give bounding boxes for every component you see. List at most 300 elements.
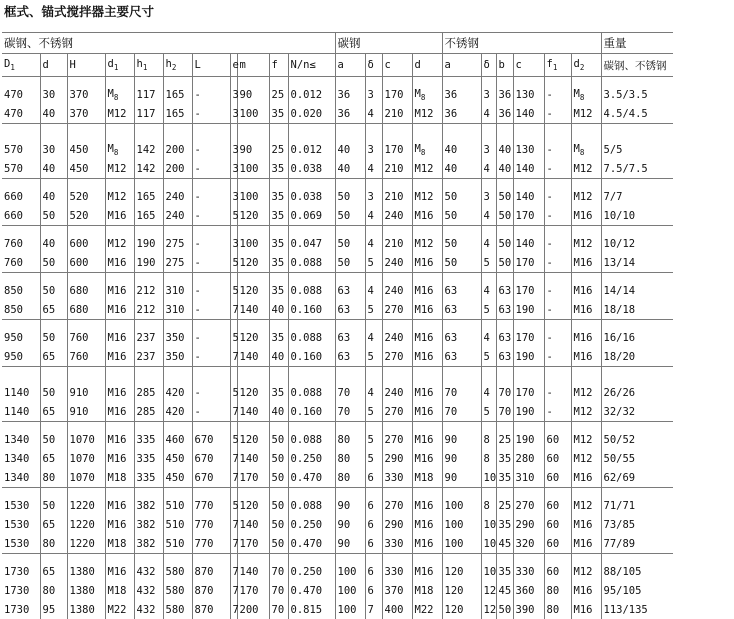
table-cell: M18 bbox=[412, 468, 442, 488]
spacer-cell bbox=[571, 367, 601, 384]
table-cell: 0.069 bbox=[288, 206, 335, 226]
table-cell: 120 bbox=[237, 496, 269, 515]
spacer-cell bbox=[365, 179, 382, 188]
spacer-cell bbox=[192, 554, 230, 563]
table-cell: 140 bbox=[237, 347, 269, 367]
spacer-cell bbox=[67, 226, 105, 235]
table-cell: 100 bbox=[442, 496, 481, 515]
table-cell: 65 bbox=[40, 402, 67, 422]
table-cell: 270 bbox=[513, 496, 544, 515]
table-cell: 170 bbox=[513, 253, 544, 273]
spacer-cell bbox=[163, 124, 192, 141]
table-cell: 50 bbox=[40, 496, 67, 515]
table-cell: 210 bbox=[382, 234, 412, 253]
table-cell: 35 bbox=[269, 253, 288, 273]
table-cell: 25 bbox=[269, 140, 288, 159]
table-cell: 770 bbox=[192, 534, 230, 554]
table-cell: 7 bbox=[230, 562, 237, 581]
table-cell: M12 bbox=[105, 187, 134, 206]
table-cell: 170 bbox=[237, 581, 269, 600]
spacer-cell bbox=[601, 273, 673, 282]
spacer-cell bbox=[237, 367, 269, 384]
spacer-cell bbox=[288, 488, 335, 497]
table-cell: 40 bbox=[442, 140, 481, 159]
table-cell: 65 bbox=[40, 515, 67, 534]
table-cell: 71/71 bbox=[601, 496, 673, 515]
table-cell: 280 bbox=[513, 449, 544, 468]
table-cell: 600 bbox=[67, 234, 105, 253]
table-cell: 3 bbox=[481, 140, 496, 159]
table-cell: 63 bbox=[496, 281, 513, 300]
spacer-cell bbox=[269, 554, 288, 563]
table-cell: 600 bbox=[67, 253, 105, 273]
table-cell: 50 bbox=[335, 234, 365, 253]
spacer-cell bbox=[601, 320, 673, 329]
table-cell: M12 bbox=[571, 234, 601, 253]
table-cell: - bbox=[192, 187, 230, 206]
table-cell: 30 bbox=[40, 140, 67, 159]
spacer-cell bbox=[513, 77, 544, 86]
spacer-cell bbox=[163, 226, 192, 235]
table-cell: 35 bbox=[269, 281, 288, 300]
spacer-cell bbox=[230, 179, 237, 188]
table-cell: 50 bbox=[335, 206, 365, 226]
table-cell: 140 bbox=[237, 300, 269, 320]
table-cell: 50 bbox=[496, 253, 513, 273]
table-cell: 50 bbox=[269, 449, 288, 468]
table-cell: 63 bbox=[496, 328, 513, 347]
table-cell: 30 bbox=[40, 85, 67, 104]
table-cell: 8 bbox=[481, 430, 496, 449]
table-cell: 0.470 bbox=[288, 581, 335, 600]
column-header bbox=[134, 54, 163, 77]
table-cell: 1340 bbox=[4, 433, 30, 446]
table-cell: M16 bbox=[412, 449, 442, 468]
spacer-cell bbox=[230, 488, 237, 497]
table-cell: 0.160 bbox=[288, 347, 335, 367]
table-cell: 170 bbox=[513, 383, 544, 402]
table-row bbox=[2, 347, 673, 367]
spacer-cell bbox=[335, 367, 365, 384]
table-cell: - bbox=[192, 253, 230, 273]
spacer-cell bbox=[544, 273, 571, 282]
table-cell: 450 bbox=[163, 468, 192, 488]
spacer-cell bbox=[105, 77, 134, 86]
spacer-cell bbox=[335, 124, 365, 141]
table-cell: M16 bbox=[105, 383, 134, 402]
table-cell: 95/105 bbox=[601, 581, 673, 600]
spacer-cell bbox=[67, 179, 105, 188]
spacer-cell bbox=[192, 488, 230, 497]
table-cell: 1380 bbox=[67, 600, 105, 619]
spacer-cell bbox=[40, 367, 67, 384]
table-cell: 18/18 bbox=[601, 300, 673, 320]
column-header: m bbox=[237, 54, 269, 77]
spacer-cell bbox=[2, 77, 40, 86]
table-cell: 60 bbox=[544, 449, 571, 468]
table-cell: 240 bbox=[382, 206, 412, 226]
table-cell: 80 bbox=[335, 468, 365, 488]
table-cell: 120 bbox=[442, 562, 481, 581]
table-cell: 770 bbox=[192, 496, 230, 515]
table-cell: 40 bbox=[335, 140, 365, 159]
spacer-cell bbox=[163, 554, 192, 563]
table-cell: 80 bbox=[544, 600, 571, 619]
spacer-cell bbox=[382, 488, 412, 497]
table-cell: 1070 bbox=[67, 430, 105, 449]
spacer-cell bbox=[481, 226, 496, 235]
spacer-cell bbox=[134, 320, 163, 329]
table-cell: 3 bbox=[230, 234, 237, 253]
table-cell: 10 bbox=[481, 468, 496, 488]
spacer-cell bbox=[288, 554, 335, 563]
table-cell: 660 bbox=[4, 209, 23, 222]
table-cell: 950 bbox=[4, 350, 23, 363]
table-cell: 670 bbox=[192, 430, 230, 449]
table-cell: 310 bbox=[513, 468, 544, 488]
table-cell: - bbox=[192, 300, 230, 320]
table-row bbox=[2, 187, 673, 206]
spacer-cell bbox=[496, 367, 513, 384]
table-cell: 10 bbox=[481, 515, 496, 534]
table-cell: 63 bbox=[335, 281, 365, 300]
table-cell: 770 bbox=[192, 515, 230, 534]
spacer-cell bbox=[601, 179, 673, 188]
table-cell: M16 bbox=[571, 581, 601, 600]
table-cell: 0.470 bbox=[288, 534, 335, 554]
group-spacer bbox=[2, 488, 673, 497]
table-cell: 5 bbox=[230, 328, 237, 347]
spacer-cell bbox=[2, 554, 40, 563]
table-cell: M12 bbox=[412, 159, 442, 179]
table-cell: 40 bbox=[40, 187, 67, 206]
spacer-cell bbox=[382, 77, 412, 86]
spacer-cell bbox=[601, 554, 673, 563]
spacer-cell bbox=[601, 367, 673, 384]
table-cell: 63 bbox=[335, 347, 365, 367]
table-cell: 7 bbox=[230, 300, 237, 320]
spacer-cell bbox=[382, 554, 412, 563]
table-cell: - bbox=[192, 402, 230, 422]
spacer-cell bbox=[601, 77, 673, 86]
table-cell: 670 bbox=[192, 468, 230, 488]
table-cell: 100 bbox=[237, 104, 269, 124]
spacer-cell bbox=[335, 226, 365, 235]
table-cell: 140 bbox=[237, 562, 269, 581]
table-cell: 65 bbox=[40, 300, 67, 320]
spacer-cell bbox=[481, 554, 496, 563]
table-cell: 50 bbox=[40, 281, 67, 300]
spacer-cell bbox=[40, 273, 67, 282]
table-cell: 36 bbox=[335, 85, 365, 104]
table-cell: 5 bbox=[230, 253, 237, 273]
table-cell: 7 bbox=[230, 600, 237, 619]
spacer-cell bbox=[134, 77, 163, 86]
spacer-cell bbox=[230, 273, 237, 282]
spacer-cell bbox=[412, 320, 442, 329]
table-cell: 70 bbox=[269, 600, 288, 619]
table-cell: 65 bbox=[40, 562, 67, 581]
table-cell: 5 bbox=[481, 402, 496, 422]
table-row bbox=[2, 581, 673, 600]
column-header-label: $M_8$ bbox=[107, 87, 119, 102]
spacer-cell bbox=[105, 554, 134, 563]
table-cell: 140 bbox=[237, 515, 269, 534]
spacer-cell bbox=[481, 488, 496, 497]
table-cell: 240 bbox=[163, 187, 192, 206]
table-cell: M16 bbox=[571, 468, 601, 488]
spacer-cell bbox=[365, 367, 382, 384]
table-cell: 190 bbox=[134, 253, 163, 273]
column-header: b bbox=[496, 54, 513, 77]
spacer-cell bbox=[496, 77, 513, 86]
spacer-cell bbox=[105, 124, 134, 141]
spacer-cell bbox=[288, 320, 335, 329]
spacer-cell bbox=[192, 320, 230, 329]
table-cell: 6 bbox=[365, 515, 382, 534]
column-header: δ bbox=[365, 54, 382, 77]
table-cell: 450 bbox=[163, 449, 192, 468]
table-cell: M12 bbox=[412, 104, 442, 124]
table-cell: 90 bbox=[442, 430, 481, 449]
spacer-cell bbox=[269, 273, 288, 282]
table-cell: M16 bbox=[412, 206, 442, 226]
spacer-cell bbox=[544, 554, 571, 563]
table-cell: 212 bbox=[134, 300, 163, 320]
table-cell: 100 bbox=[237, 159, 269, 179]
table-cell: 50 bbox=[335, 253, 365, 273]
table-cell: 850 bbox=[4, 303, 23, 316]
column-header-row bbox=[2, 54, 673, 77]
table-cell: M16 bbox=[105, 253, 134, 273]
table-cell: M16 bbox=[412, 562, 442, 581]
table-cell: 90 bbox=[335, 534, 365, 554]
spacer-cell bbox=[544, 179, 571, 188]
table-cell: 35 bbox=[269, 234, 288, 253]
table-cell: 240 bbox=[382, 253, 412, 273]
spacer-cell bbox=[67, 554, 105, 563]
table-row bbox=[2, 402, 673, 422]
table-cell: 5 bbox=[481, 300, 496, 320]
table-cell: 285 bbox=[134, 383, 163, 402]
table-cell: 1730 bbox=[4, 603, 30, 616]
table-cell: 4 bbox=[481, 281, 496, 300]
table-cell: 4 bbox=[481, 234, 496, 253]
spacer-cell bbox=[105, 273, 134, 282]
spacer-cell bbox=[571, 77, 601, 86]
table-cell: 370 bbox=[67, 85, 105, 104]
spacer-cell bbox=[163, 320, 192, 329]
column-header: c bbox=[513, 54, 544, 77]
table-cell: - bbox=[192, 328, 230, 347]
table-cell: 275 bbox=[163, 234, 192, 253]
table-cell: 0.038 bbox=[288, 187, 335, 206]
table-cell: 1220 bbox=[67, 534, 105, 554]
spacer-cell bbox=[496, 179, 513, 188]
table-cell: 60 bbox=[544, 534, 571, 554]
table-cell: - bbox=[544, 187, 571, 206]
group-spacer bbox=[2, 124, 673, 141]
spacer-cell bbox=[571, 179, 601, 188]
table-row bbox=[2, 253, 673, 273]
table-cell: 14/14 bbox=[601, 281, 673, 300]
table-row bbox=[2, 300, 673, 320]
table-cell: 140 bbox=[513, 104, 544, 124]
column-header: d bbox=[412, 54, 442, 77]
table-cell: 210 bbox=[382, 159, 412, 179]
spacer-cell bbox=[513, 273, 544, 282]
table-cell: 25 bbox=[496, 496, 513, 515]
table-cell: 120 bbox=[237, 281, 269, 300]
table-row bbox=[2, 534, 673, 554]
table-cell: 0.250 bbox=[288, 449, 335, 468]
table-cell: M12 bbox=[571, 187, 601, 206]
table-cell: 390 bbox=[513, 600, 544, 619]
table-row bbox=[2, 600, 673, 619]
table-cell: 60 bbox=[544, 515, 571, 534]
table-cell: 70 bbox=[442, 402, 481, 422]
table-cell: 950 bbox=[4, 331, 23, 344]
table-cell: 80 bbox=[335, 449, 365, 468]
table-cell: - bbox=[544, 234, 571, 253]
table-cell: 5 bbox=[230, 281, 237, 300]
table-cell: 240 bbox=[382, 328, 412, 347]
table-cell: 7 bbox=[230, 468, 237, 488]
spacer-cell bbox=[571, 320, 601, 329]
table-cell: 400 bbox=[382, 600, 412, 619]
spacer-cell bbox=[365, 124, 382, 141]
group-spacer bbox=[2, 320, 673, 329]
table-cell: 760 bbox=[4, 237, 23, 250]
spacer-cell bbox=[442, 422, 481, 431]
spacer-cell bbox=[544, 488, 571, 497]
table-cell: 240 bbox=[382, 281, 412, 300]
table-cell: M16 bbox=[412, 534, 442, 554]
table-cell: 50/52 bbox=[601, 430, 673, 449]
spacer-cell bbox=[105, 226, 134, 235]
table-cell: 10/10 bbox=[601, 206, 673, 226]
table-cell: 7 bbox=[230, 449, 237, 468]
table-cell: M16 bbox=[571, 600, 601, 619]
spacer-cell bbox=[230, 320, 237, 329]
table-cell: 0.038 bbox=[288, 159, 335, 179]
spacer-cell bbox=[571, 422, 601, 431]
table-cell: 35 bbox=[269, 187, 288, 206]
table-cell: - bbox=[192, 206, 230, 226]
spacer-cell bbox=[335, 273, 365, 282]
table-cell: 570 bbox=[4, 162, 23, 175]
spacer-cell bbox=[496, 273, 513, 282]
spacer-cell bbox=[571, 124, 601, 141]
table-cell: 240 bbox=[163, 206, 192, 226]
spacer-cell bbox=[269, 124, 288, 141]
table-cell: 420 bbox=[163, 383, 192, 402]
table-cell bbox=[105, 85, 134, 104]
table-cell: M12 bbox=[571, 496, 601, 515]
column-header-label: $M_8$ bbox=[107, 142, 119, 157]
table-cell: 50 bbox=[269, 496, 288, 515]
spacer-cell bbox=[481, 273, 496, 282]
table-cell: 1730 bbox=[4, 565, 30, 578]
spacer-cell bbox=[382, 367, 412, 384]
table-row bbox=[2, 159, 673, 179]
table-cell: 290 bbox=[382, 515, 412, 534]
table-cell: M12 bbox=[571, 159, 601, 179]
spacer-cell bbox=[481, 422, 496, 431]
table-row bbox=[2, 281, 673, 300]
spacer-cell bbox=[288, 273, 335, 282]
spacer-cell bbox=[269, 226, 288, 235]
table-cell: 0.088 bbox=[288, 253, 335, 273]
table-cell: 200 bbox=[163, 140, 192, 159]
spacer-cell bbox=[288, 124, 335, 141]
table-cell: 6 bbox=[365, 534, 382, 554]
spacer-cell bbox=[192, 77, 230, 86]
column-header bbox=[105, 54, 134, 77]
spacer-cell bbox=[192, 179, 230, 188]
spacer-cell bbox=[40, 124, 67, 141]
table-cell: 35 bbox=[496, 468, 513, 488]
spacer-cell bbox=[134, 554, 163, 563]
table-cell: 60 bbox=[544, 468, 571, 488]
table-row bbox=[2, 206, 673, 226]
table-cell: - bbox=[544, 402, 571, 422]
spacer-cell bbox=[412, 226, 442, 235]
table-cell: - bbox=[544, 140, 571, 159]
table-cell: 50 bbox=[496, 600, 513, 619]
table-cell: - bbox=[544, 347, 571, 367]
table-cell: 1070 bbox=[67, 449, 105, 468]
table-cell: 760 bbox=[67, 328, 105, 347]
table-cell: 165 bbox=[134, 187, 163, 206]
spacer-cell bbox=[442, 367, 481, 384]
table-cell: 130 bbox=[513, 140, 544, 159]
table-cell: 580 bbox=[163, 562, 192, 581]
spacer-cell bbox=[288, 226, 335, 235]
spacer-cell bbox=[571, 488, 601, 497]
table-cell: 40 bbox=[40, 104, 67, 124]
spacer-cell bbox=[2, 124, 40, 141]
table-cell: 45 bbox=[496, 534, 513, 554]
table-cell: 3 bbox=[481, 85, 496, 104]
table-cell: 40 bbox=[269, 347, 288, 367]
spacer-cell bbox=[237, 422, 269, 431]
table-cell: M16 bbox=[412, 253, 442, 273]
spacer-cell bbox=[571, 226, 601, 235]
spacer-cell bbox=[237, 77, 269, 86]
table-cell: 1140 bbox=[4, 386, 30, 399]
table-row bbox=[2, 515, 673, 534]
table-cell: 0.012 bbox=[288, 85, 335, 104]
spacer-cell bbox=[513, 488, 544, 497]
table-cell: - bbox=[544, 206, 571, 226]
table-cell: 63 bbox=[442, 347, 481, 367]
group-spacer bbox=[2, 273, 673, 282]
table-cell: M16 bbox=[412, 515, 442, 534]
table-cell: 100 bbox=[335, 581, 365, 600]
table-cell: - bbox=[192, 347, 230, 367]
table-cell: 170 bbox=[513, 328, 544, 347]
table-cell: - bbox=[544, 383, 571, 402]
table-cell: 290 bbox=[513, 515, 544, 534]
table-cell: 170 bbox=[237, 534, 269, 554]
spacer-cell bbox=[269, 77, 288, 86]
table-cell: M16 bbox=[105, 347, 134, 367]
spacer-cell bbox=[335, 422, 365, 431]
table-cell: 25 bbox=[269, 85, 288, 104]
table-cell: 170 bbox=[382, 140, 412, 159]
table-cell: 88/105 bbox=[601, 562, 673, 581]
